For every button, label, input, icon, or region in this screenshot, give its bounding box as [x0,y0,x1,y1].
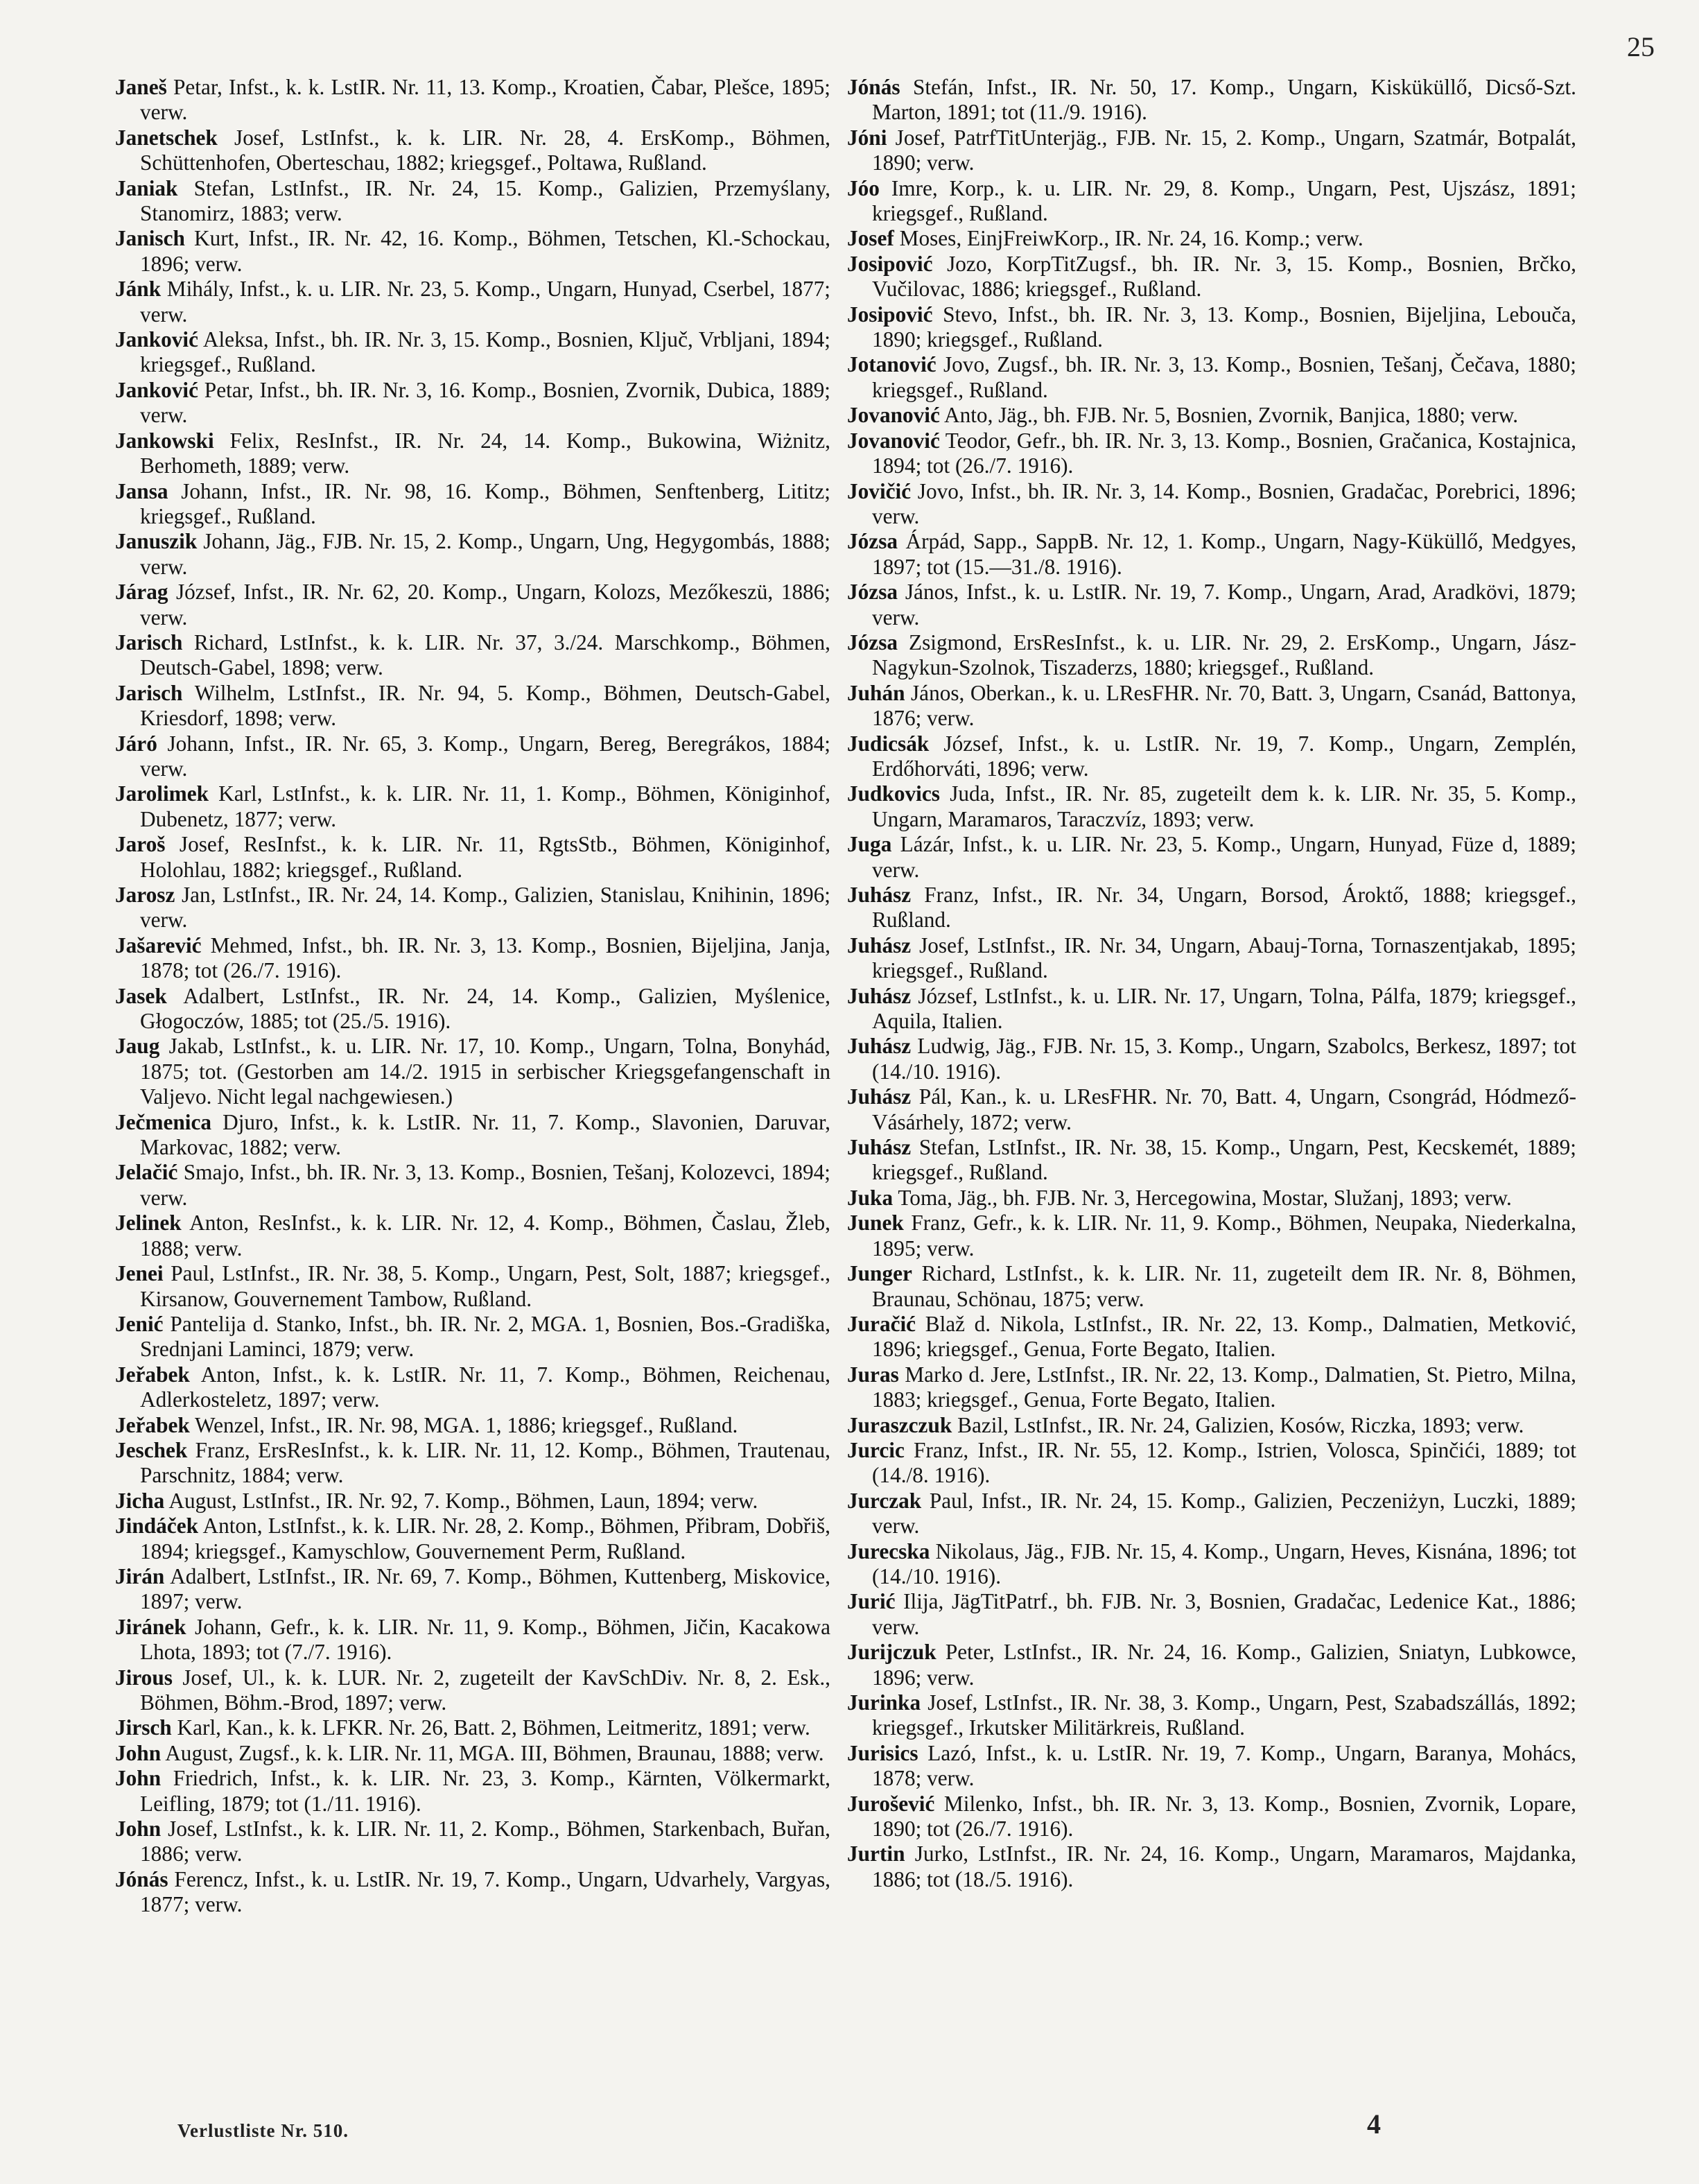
entry-details: Lázár, Infst., k. u. LIR. Nr. 23, 5. Komp., Ungarn, Hunyad, Füze d, 1889; verw. [872,832,1576,882]
entry-surname: Jovanović [847,403,940,428]
casualty-entry [847,302,1576,353]
casualty-entry [847,1034,1576,1084]
casualty-entry [847,252,1576,302]
entry-surname: Junek [847,1211,904,1236]
entry-details: Josef, LstInfst., IR. Nr. 34, Ungarn, Abauj-Torna, Tornaszentjakab, 1895; kriegsgef., Rußland. [872,933,1576,983]
entry-details: Jovo, Infst., bh. IR. Nr. 3, 14. Komp., Bosnien, Gradačac, Porebrici, 1896; verw. [872,478,1576,528]
entry-details: Teodor, Gefr., bh. IR. Nr. 3, 13. Komp., Bosnien, Gračanica, Kostajnica, 1894; tot (26./7. 1916). [872,428,1576,478]
entry-surname: Jašarević [115,933,202,957]
entry-details: Franz, Gefr., k. k. LIR. Nr. 11, 9. Komp., Böhmen, Neupaka, Niederkalna, 1895; verw. [872,1211,1576,1260]
entry-surname: Jóni [847,125,887,150]
entry-details: Josef, LstInfst., IR. Nr. 38, 3. Komp., Ungarn, Pest, Szabadszállás, 1892; kriegsgef., Irkutsker Militärkreis, Rußland. [872,1690,1576,1740]
casualty-entry [847,832,1576,883]
casualty-entry [847,479,1576,530]
entry-surname: John [115,1817,162,1841]
entry-details: Franz, Infst., IR. Nr. 34, Ungarn, Borsod, Ároktő, 1888; kriegsgef., Rußland. [872,883,1576,933]
entry-surname: Józsa [847,630,898,655]
casualty-entry [115,580,830,630]
entry-surname: Janković [115,327,198,352]
entry-surname: Jeschek [115,1437,188,1462]
entry-surname: Jelinek [115,1211,182,1236]
entry-details: August, Zugsf., k. k. LIR. Nr. 11, MGA. III, Böhmen, Braunau, 1888; verw. [161,1740,824,1765]
entry-surname: Jurczak [847,1488,922,1513]
entry-details: Aleksa, Infst., bh. IR. Nr. 3, 15. Komp., Bosnien, Ključ, Vrbljani, 1894; kriegsgef., Rußland. [140,327,830,377]
entry-surname: Jurecska [847,1539,930,1563]
casualty-entry [115,1110,830,1161]
casualty-entry [847,984,1576,1034]
entry-surname: Jirán [115,1563,165,1588]
casualty-entry [847,529,1576,580]
casualty-entry [847,1690,1576,1741]
entry-details: Ludwig, Jäg., FJB. Nr. 15, 3. Komp., Ungarn, Szabolcs, Berkesz, 1897; tot (14./10. 1916). [872,1034,1576,1084]
entry-surname: Jeřabek [115,1362,190,1387]
entry-surname: Jarisch [115,680,183,705]
entry-surname: Juga [847,832,892,857]
entry-surname: Jurijczuk [847,1640,936,1665]
entry-surname: Juhász [847,1135,912,1160]
entry-details: Petar, Infst., k. k. LstIR. Nr. 11, 13. Komp., Kroatien, Čabar, Plešce, 1895; verw. [140,75,830,125]
casualty-entry [115,1741,830,1766]
entry-details: Jozo, KorpTitZugsf., bh. IR. Nr. 3, 15. Komp., Bosnien, Brčko, Vučilovac, 1886; kriegsgef., Rußland. [872,251,1576,302]
left-column [115,75,830,1918]
casualty-entry [847,176,1576,227]
entry-surname: Jurošević [847,1791,935,1816]
casualty-entry [115,75,830,125]
entry-details: Johann, Gefr., k. k. LIR. Nr. 11, 9. Komp., Böhmen, Jičin, Kacakowa Lhota, 1893; tot (7./7. 1916). [140,1614,830,1665]
casualty-entry [115,1160,830,1211]
entry-details: Adalbert, LstInfst., IR. Nr. 24, 14. Komp., Galizien, Myślenice, Głogoczów, 1885; tot (25./5. 1916). [140,983,830,1034]
entry-surname: Josipović [847,251,933,276]
entry-surname: Jotanović [847,352,936,377]
entry-surname: Jaroš [115,832,166,857]
entry-details: Moses, EinjFreiwKorp., IR. Nr. 24, 16. Komp.; verw. [894,226,1363,251]
entry-details: Árpád, Sapp., SappB. Nr. 12, 1. Komp., Ungarn, Nagy-Küküllő, Medgyes, 1897; tot (15.—31./8. 1916). [872,529,1576,579]
entry-surname: Josipović [847,302,933,327]
entry-surname: Jarosz [115,883,175,907]
casualty-entry [115,529,830,580]
entry-details: Bazil, LstInfst., IR. Nr. 24, Galizien, Kosów, Riczka, 1893; verw. [952,1412,1524,1437]
casualty-entry [115,1261,830,1312]
casualty-entry [847,1640,1576,1690]
entry-details: Toma, Jäg., bh. FJB. Nr. 3, Hercegowina, Mostar, Služanj, 1893; verw. [893,1185,1512,1210]
entry-surname: Judkovics [847,781,940,806]
entry-details: Juda, Infst., IR. Nr. 85, zugeteilt dem k. k. LIR. Nr. 35, 5. Komp., Ungarn, Maramaros, Taraczvíz, 1893; verw. [872,781,1576,831]
entry-surname: Juraszczuk [847,1412,952,1437]
casualty-entry [847,1438,1576,1489]
casualty-entry [115,1665,830,1716]
entry-surname: Jónás [847,75,900,99]
casualty-entry [115,1489,830,1514]
casualty-entry [847,781,1576,832]
entry-details: Jurko, LstInfst., IR. Nr. 24, 16. Komp., Ungarn, Maramaros, Majdanka, 1886; tot (18./5. 1916). [872,1841,1576,1891]
casualty-entry [847,1084,1576,1135]
entry-details: Karl, LstInfst., k. k. LIR. Nr. 11, 1. Komp., Böhmen, Königinhof, Dubenetz, 1877; verw. [140,781,830,831]
casualty-entry [115,125,830,176]
entry-details: Felix, ResInfst., IR. Nr. 24, 14. Komp., Bukowina, Wiżnitz, Berhometh, 1889; verw. [140,428,830,478]
entry-details: Anton, ResInfst., k. k. LIR. Nr. 12, 4. Komp., Böhmen, Časlau, Žleb, 1888; verw. [140,1211,830,1260]
casualty-entry [115,1715,830,1740]
entry-details: Stefan, LstInfst., IR. Nr. 24, 15. Komp., Galizien, Przemyślany, Stanomirz, 1883; verw. [140,175,830,226]
casualty-entry [847,1362,1576,1413]
entry-details: Johann, Infst., IR. Nr. 65, 3. Komp., Ungarn, Bereg, Beregrákos, 1884; verw. [140,731,830,781]
casualty-entry [115,428,830,479]
casualty-entry [115,479,830,530]
entry-surname: Jindáček [115,1514,198,1539]
entry-surname: Jiránek [115,1614,186,1639]
entry-details: Friedrich, Infst., k. k. LIR. Nr. 23, 3. Komp., Kärnten, Völkermarkt, Leifling, 1879; tot (1./11. 1916). [140,1766,830,1816]
entry-details: Ferencz, Infst., k. u. LstIR. Nr. 19, 7. Komp., Ungarn, Udvarhely, Vargyas, 1877; verw. [140,1866,830,1917]
entry-surname: Juka [847,1185,894,1210]
entry-details: Richard, LstInfst., k. k. LIR. Nr. 11, zugeteilt dem IR. Nr. 8, Böhmen, Braunau, Schönau, 1875; verw. [872,1261,1576,1311]
entry-details: Paul, Infst., IR. Nr. 24, 15. Komp., Galizien, Peczeniżyn, Luczki, 1889; verw. [872,1488,1576,1539]
entry-details: Josef, Ul., k. k. LUR. Nr. 2, zugeteilt der KavSchDiv. Nr. 8, 2. Esk., Böhmen, Böhm.-Brod, 1897; verw. [140,1665,830,1715]
entry-surname: Jovanović [847,428,940,453]
entry-surname: Jovičić [847,478,912,503]
entry-details: Peter, LstInfst., IR. Nr. 24, 16. Komp., Galizien, Sniatyn, Lubkowce, 1896; verw. [872,1640,1576,1690]
casualty-entry [115,1312,830,1362]
entry-details: Paul, LstInfst., IR. Nr. 38, 5. Komp., Ungarn, Pest, Solt, 1887; kriegsgef., Kirsanow, Gouvernement Tambow, Rußland. [140,1261,830,1311]
entry-details: Anto, Jäg., bh. FJB. Nr. 5, Bosnien, Zvornik, Banjica, 1880; verw. [939,403,1519,428]
entry-details: Ilija, JägTitPatrf., bh. FJB. Nr. 3, Bosnien, Gradačac, Ledenice Kat., 1886; verw. [872,1589,1576,1639]
entry-details: József, LstInfst., k. u. LIR. Nr. 17, Ungarn, Tolna, Pálfa, 1879; kriegsgef., Aquila, Italien. [872,983,1576,1034]
casualty-entry [115,681,830,731]
casualty-entry [847,933,1576,984]
entry-details: Wenzel, Infst., IR. Nr. 98, MGA. 1, 1886; kriegsgef., Rußland. [189,1412,738,1437]
entry-surname: Jenić [115,1311,164,1336]
entry-surname: Józsa [847,580,898,605]
entry-details: Adalbert, LstInfst., IR. Nr. 69, 7. Komp., Böhmen, Kuttenberg, Miskovice, 1897; verw. [140,1563,830,1614]
entry-surname: Juhász [847,933,912,957]
entry-details: Josef, LstInfst., k. k. LIR. Nr. 28, 4. ErsKomp., Böhmen, Schüttenhofen, Oberteschau, 1882; kriegsgef., Poltawa, Rußland. [140,125,830,175]
right-column [847,75,1576,1892]
casualty-entry [115,1413,830,1438]
casualty-entry [115,277,830,327]
entry-details: Jakab, LstInfst., k. u. LIR. Nr. 17, 10. Komp., Ungarn, Tolna, Bonyhád, 1875; tot. (Gestorben am 14./2. 1915 in serbischer Kriegsgefangenschaft in Valjevo. Nicht legal nachgewiesen.) [140,1034,830,1109]
casualty-entry [847,1261,1576,1312]
entry-surname: Jurtin [847,1841,905,1866]
entry-details: Jan, LstInfst., IR. Nr. 24, 14. Komp., Galizien, Stanislau, Knihinin, 1896; verw. [140,883,830,933]
entry-details: Richard, LstInfst., k. k. LIR. Nr. 37, 3./24. Marschkomp., Böhmen, Deutsch-Gabel, 1898; verw. [140,630,830,680]
entry-details: József, Infst., IR. Nr. 62, 20. Komp., Ungarn, Kolozs, Mezőkeszü, 1886; verw. [140,580,830,630]
casualty-entry [847,883,1576,933]
entry-surname: Januszik [115,529,198,554]
entry-details: August, LstInfst., IR. Nr. 92, 7. Komp., Böhmen, Laun, 1894; verw. [164,1488,758,1513]
casualty-entry [847,1792,1576,1842]
entry-details: János, Oberkan., k. u. LResFHR. Nr. 70, Batt. 3, Ungarn, Csanád, Battonya, 1876; verw. [872,680,1576,731]
entry-details: Stefán, Infst., IR. Nr. 50, 17. Komp., Ungarn, Kisküküllő, Dicső-Szt. Marton, 1891; tot (11./9. 1916). [872,75,1576,125]
casualty-entry [115,630,830,681]
casualty-entry [847,1741,1576,1792]
casualty-entry [115,883,830,933]
casualty-entry [115,176,830,227]
entry-surname: Juhász [847,1034,912,1059]
entry-surname: Janisch [115,226,185,251]
casualty-entry [115,984,830,1034]
entry-surname: Jirous [115,1665,173,1690]
entry-surname: John [115,1740,162,1765]
entry-surname: Janetschek [115,125,218,150]
footer-sheet-number: 4 [1367,2108,1381,2140]
casualty-entry [847,630,1576,681]
entry-details: Djuro, Infst., k. k. LstIR. Nr. 11, 7. Komp., Slavonien, Daruvar, Markovac, 1882; verw. [140,1109,830,1160]
casualty-entry [847,226,1576,251]
casualty-entry [115,933,830,984]
casualty-entry [115,1211,830,1261]
entry-details: Lazó, Infst., k. u. LstIR. Nr. 19, 7. Komp., Ungarn, Baranya, Mohács, 1878; verw. [872,1740,1576,1791]
casualty-entry [115,327,830,378]
casualty-entry [847,1539,1576,1590]
entry-details: Jovo, Zugsf., bh. IR. Nr. 3, 13. Komp., Bosnien, Tešanj, Čečava, 1880; kriegsgef., Rußland. [872,352,1576,402]
entry-details: Johann, Infst., IR. Nr. 98, 16. Komp., Böhmen, Senftenberg, Lititz; kriegsgef., Rußland. [140,478,830,528]
entry-details: Franz, ErsResInfst., k. k. LIR. Nr. 11, 12. Komp., Böhmen, Trautenau, Parschnitz, 1884; verw. [140,1437,830,1488]
entry-details: Marko d. Jere, LstInfst., IR. Nr. 22, 13. Komp., Dalmatien, St. Pietro, Milna, 1883; kriegsgef., Genua, Forte Begato, Italien. [872,1362,1576,1412]
casualty-entry [115,1615,830,1665]
entry-details: Imre, Korp., k. u. LIR. Nr. 29, 8. Komp., Ungarn, Pest, Ujszász, 1891; kriegsgef., Rußland. [872,175,1576,226]
entry-surname: Jurić [847,1589,896,1614]
casualty-entry [847,580,1576,630]
entry-surname: Jasek [115,983,167,1008]
entry-surname: Josef [847,226,894,251]
casualty-entry [115,781,830,832]
entry-details: Karl, Kan., k. k. LFKR. Nr. 26, Batt. 2, Böhmen, Leitmeritz, 1891; verw. [171,1715,810,1740]
casualty-entry [115,226,830,277]
casualty-entry [115,1867,830,1918]
entry-surname: Jirsch [115,1715,172,1740]
entry-details: Franz, Infst., IR. Nr. 55, 12. Komp., Istrien, Volosca, Spinčići, 1889; tot (14./8. 1916). [872,1437,1576,1488]
entry-surname: Janković [115,377,198,402]
casualty-entry [847,1211,1576,1261]
entry-surname: John [115,1766,162,1791]
entry-surname: Járó [115,731,157,756]
casualty-entry [115,832,830,883]
entry-details: Smajo, Infst., bh. IR. Nr. 3, 13. Komp., Bosnien, Tešanj, Kolozevci, 1894; verw. [140,1160,830,1210]
casualty-entry [115,378,830,428]
entry-surname: Ječmenica [115,1109,212,1134]
casualty-entry [115,1766,830,1817]
casualty-entry [115,1514,830,1564]
entry-surname: Jaug [115,1034,160,1059]
entry-surname: Jurcic [847,1437,905,1462]
casualty-entry [847,1489,1576,1539]
casualty-entry [847,1413,1576,1438]
casualty-entry [847,1841,1576,1892]
entry-details: Josef, ResInfst., k. k. LIR. Nr. 11, RgtsStb., Böhmen, Königinhof, Holohlau, 1882; kriegsgef., Rußland. [140,832,830,882]
entry-surname: Jarolimek [115,781,209,806]
entry-details: Mehmed, Infst., bh. IR. Nr. 3, 13. Komp., Bosnien, Bijeljina, Janja, 1878; tot (26./7. 1916). [140,933,830,983]
entry-surname: Janeš [115,75,167,99]
casualty-entry [847,1135,1576,1186]
entry-details: Zsigmond, ErsResInfst., k. u. LIR. Nr. 29, 2. ErsKomp., Ungarn, Jász-Nagykun-Szolnok, Tiszaderzs, 1880; kriegsgef., Rußland. [872,630,1576,680]
entry-details: Anton, LstInfst., k. k. LIR. Nr. 28, 2. Komp., Böhmen, Přibram, Dobřiš, 1894; kriegsgef., Kamyschlow, Gouvernement Perm, Rußland. [140,1514,830,1563]
entry-details: Petar, Infst., bh. IR. Nr. 3, 16. Komp., Bosnien, Zvornik, Dubica, 1889; verw. [140,377,830,428]
entry-surname: Juhán [847,680,905,705]
casualty-entry [847,1589,1576,1640]
entry-surname: Jenei [115,1261,164,1286]
entry-details: Josef, PatrfTitUnterjäg., FJB. Nr. 15, 2. Komp., Ungarn, Szatmár, Botpalát, 1890; verw. [872,125,1576,175]
entry-surname: Jankowski [115,428,214,453]
entry-details: Milenko, Infst., bh. IR. Nr. 3, 13. Komp., Bosnien, Zvornik, Lopare, 1890; tot (26./7. 1916). [872,1791,1576,1841]
entry-surname: Jicha [115,1488,165,1513]
entry-details: Pantelija d. Stanko, Infst., bh. IR. Nr. 2, MGA. 1, Bosnien, Bos.-Gradiška, Srednjani Laminci, 1879; verw. [140,1311,830,1362]
casualty-entry [847,75,1576,125]
entry-surname: Judicsák [847,731,930,756]
entry-details: Josef, LstInfst., k. k. LIR. Nr. 11, 2. Komp., Böhmen, Starkenbach, Buřan, 1886; verw. [140,1817,830,1866]
casualty-entry [847,352,1576,403]
entry-details: Nikolaus, Jäg., FJB. Nr. 15, 4. Komp., Ungarn, Heves, Kisnána, 1896; tot (14./10. 1916). [872,1539,1576,1588]
casualty-entry [115,731,830,782]
entry-details: József, Infst., k. u. LstIR. Nr. 19, 7. Komp., Ungarn, Zemplén, Erdőhorváti, 1896; verw. [872,731,1576,781]
casualty-entry [847,403,1576,428]
entry-surname: Jelačić [115,1160,178,1185]
entry-surname: Jánk [115,277,162,302]
entry-details: János, Infst., k. u. LstIR. Nr. 19, 7. Komp., Ungarn, Arad, Aradkövi, 1879; verw. [872,580,1576,630]
casualty-entry [847,125,1576,176]
entry-details: Anton, Infst., k. k. LstIR. Nr. 11, 7. Komp., Böhmen, Reichenau, Adlerkosteletz, 1897; verw. [140,1362,830,1412]
entry-surname: Járag [115,580,168,605]
entry-details: Mihály, Infst., k. u. LIR. Nr. 23, 5. Komp., Ungarn, Hunyad, Cserbel, 1877; verw. [140,277,830,327]
casualty-entry [847,681,1576,731]
casualty-entry [847,428,1576,479]
entry-surname: Juhász [847,883,912,907]
entry-details: Kurt, Infst., IR. Nr. 42, 16. Komp., Böhmen, Tetschen, Kl.-Schockau, 1896; verw. [140,226,830,276]
entry-surname: Jóo [847,175,880,200]
entry-surname: Janiak [115,175,178,200]
casualty-entry [115,1817,830,1867]
entry-details: Johann, Jäg., FJB. Nr. 15, 2. Komp., Ungarn, Ung, Hegygombás, 1888; verw. [140,529,830,579]
page-number: 25 [1627,31,1655,62]
entry-surname: Józsa [847,529,898,554]
casualty-entry [847,731,1576,782]
casualty-entry [115,1362,830,1413]
entry-surname: Jarisch [115,630,183,655]
entry-surname: Jurisics [847,1740,918,1765]
casualty-entry [847,1186,1576,1211]
entry-surname: Jeřabek [115,1412,190,1437]
entry-surname: Junger [847,1261,912,1286]
entry-surname: Jónás [115,1866,168,1891]
entry-details: Blaž d. Nikola, LstInfst., IR. Nr. 22, 13. Komp., Dalmatien, Metković, 1896; kriegsgef., Genua, Forte Begato, Italien. [872,1311,1576,1362]
entry-details: Stevo, Infst., bh. IR. Nr. 3, 13. Komp., Bosnien, Bijeljina, Lebouča, 1890; kriegsgef., Rußland. [872,302,1576,352]
casualty-entry [115,1034,830,1109]
casualty-entry [847,1312,1576,1362]
entry-surname: Jansa [115,478,168,503]
entry-surname: Juras [847,1362,899,1387]
entry-surname: Jurinka [847,1690,921,1715]
casualty-entry [115,1438,830,1489]
footer-signature: Verlustliste Nr. 510. [177,2120,349,2141]
entry-details: Pál, Kan., k. u. LResFHR. Nr. 70, Batt. 4, Ungarn, Csongrád, Hódmező-Vásárhely, 1872; verw. [872,1084,1576,1134]
entry-surname: Juhász [847,983,912,1008]
casualty-entry [115,1564,830,1615]
entry-surname: Juračić [847,1311,916,1336]
entry-details: Stefan, LstInfst., IR. Nr. 38, 15. Komp., Ungarn, Pest, Kecskemét, 1889; kriegsgef., Rußland. [872,1135,1576,1185]
entry-surname: Juhász [847,1084,912,1109]
entry-details: Wilhelm, LstInfst., IR. Nr. 94, 5. Komp., Böhmen, Deutsch-Gabel, Kriesdorf, 1898; verw. [140,680,830,731]
